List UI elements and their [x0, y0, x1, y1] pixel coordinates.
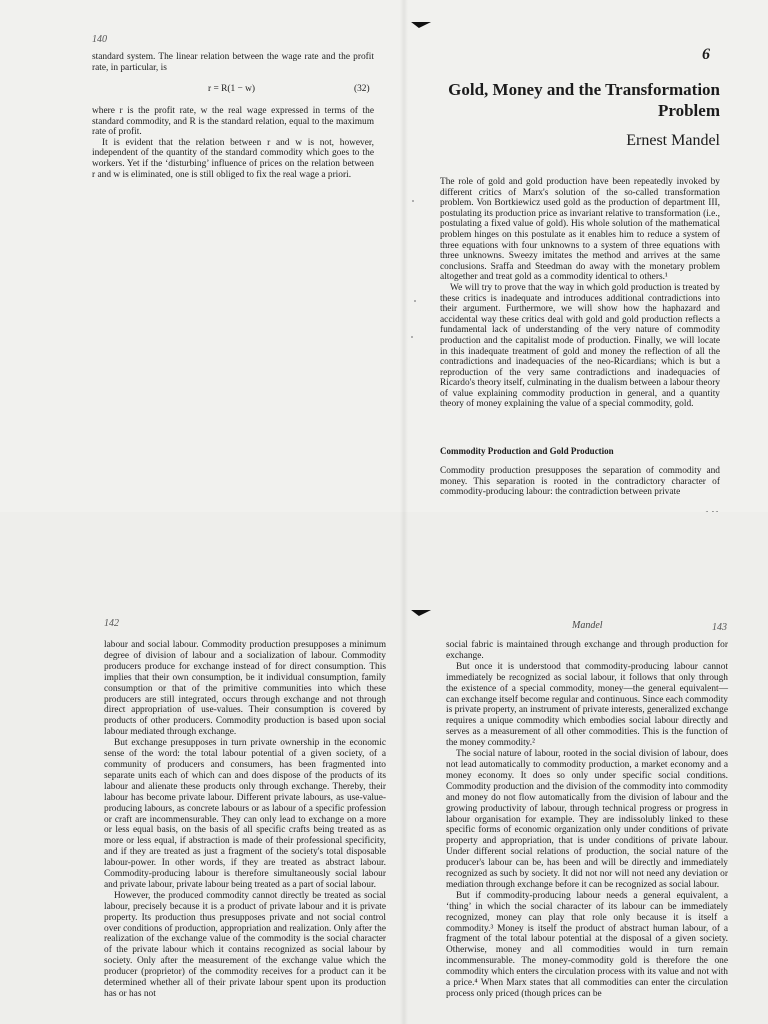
- body-text: [104, 640, 386, 1000]
- paragraph: The role of gold and gold production have been repeatedly invoked by different critics of Marx's solution of the so-called transformation problem. Von Bortkiewicz used gold as the production of department III, postulating its production price as invariant relative to transformation (i.e., postulating a fixed value of gold). His whole solution of the mathematical problem hinges on this postulate as it enables him to reduce a system of three equations with four unknowns to a system of three equations with three unknowns. Sweezy imitates the method and arrives at the same conclusions. Sraffa and Steedman do away with the monetary problem altogether and treat gold as a commodity identical to others.¹: [440, 177, 720, 283]
- paragraph: Commodity production presupposes the separation of commodity and money. This separation is rooted in the contradictory character of commodity-producing labour: the contradiction between private: [440, 466, 720, 498]
- scan-speck: [411, 336, 413, 338]
- running-head: Mandel: [572, 620, 603, 631]
- chapter-number: 6: [702, 46, 710, 63]
- paragraph: But if commodity-producing labour needs a general equivalent, a ‘thing’ in which the social character of its labour can be immediately recognized, money can play that role only because it is itself a commodity.³ Money is itself the product of abstract human labour, of a fragment of the total labour potential at the disposal of a given society. Otherwise, money and all commodities would in turn remain incommensurable. The money-commodity gold is therefore the one commodity which enters the circulation process with its value and not with a price.⁴ When Marx states that all commodities can enter the circulation process only priced (though prices can be: [446, 890, 728, 999]
- scan-mark: [409, 610, 431, 616]
- paragraph: social fabric is maintained through exchange and through production for exchange.: [446, 640, 728, 661]
- paragraph: But once it is understood that commodity-producing labour cannot immediately be recognized as social labour, it follows that only through the existence of a special commodity, money—the general equivalent—can exchange itself become regular and continuous. Since each commodity is private property, an instrument of private interests, generalized exchange requires a unique commodity which embodies social labour directly and serves as a measurement of all other commodities. This is the function of the money commodity.²: [446, 661, 728, 749]
- bottom-spread: [0, 512, 768, 1024]
- chapter-title-line: Problem: [657, 101, 720, 120]
- body-text: [92, 52, 374, 73]
- page-number: 143: [712, 622, 727, 633]
- page-143: [404, 512, 768, 1024]
- paragraph: standard system. The linear relation between the wage rate and the profit rate, in particular, is: [92, 52, 374, 73]
- paragraph: We will try to prove that the way in which gold production is treated by these critics is inadequate and introduces additional contradictions into their argument. Furthermore, we will show how the haphazard and accidental way these critics deal with gold and gold production reflects a fundamental lack of understanding of the very nature of commodity production and the capitalist mode of production. Finally, we will locate in this inadequate treatment of gold and money the reflection of all the contradictions and inadequacies of the neo-Ricardians; which is but a reproduction of the very same contradictions and inadequacies of Ricardo's theory itself, culminating in the dualism between a labour theory of value explaining commodity production in general, and a quantity theory of money explaining the value of a special commodity, gold.: [440, 282, 721, 410]
- paragraph: It is evident that the relation between r and w is not, however, independent of the quantity of the standard commodity which goes to the workers. Yet if the ‘disturbing’ influence of prices on the relation between r and w is eliminated, one is still obliged to fix the real wage a priori.: [92, 137, 374, 180]
- page-140: [0, 0, 404, 512]
- paragraph: The social nature of labour, rooted in the social division of labour, does not lead automatically to commodity production, a market economy and a money economy. It does so only under specific social conditions. Commodity production and the division of the commodity into commodity and money do not flow automatically from the division of labour and the growing productivity of labour, through technical progress or progress in labour organisation for example. They are indissolubly linked to these specific forms of economic organization only under conditions of private property and appropriation, that is under conditions of private labour. Under different social relations of production, the social nature of the producer's labour can be, has been and will be directly and immediately recognized as such by society. It did not nor will not need any deviation or mediation through exchange before it can be recognized as social labour.: [446, 749, 728, 890]
- page-number: 140: [92, 34, 107, 45]
- body-text: [446, 640, 728, 1000]
- scan-mark: [409, 22, 431, 28]
- equation: r = R(1 − w): [208, 84, 256, 94]
- author: Ernest Mandel: [626, 132, 720, 149]
- equation-number: (32): [354, 84, 370, 94]
- body-text: [92, 106, 374, 180]
- paragraph: labour and social labour. Commodity production presupposes a minimum degree of division of labour and a socialization of labour. Commodity producers produce for exchange instead of for direct consumption. This implies that their own consumption, be it individual consumption, family consumption or that of the primitive communities into which these producers are still integrated, occurs through exchange and not through direct appropriation of use-values. Their consumption is covered by products of other producers. Commodity production is based upon social labour mediated through exchange.: [104, 640, 386, 738]
- chapter-title: [434, 79, 720, 121]
- scan-speck: [412, 200, 414, 202]
- scan-speck: [414, 300, 416, 302]
- paragraph: where r is the profit rate, w the real wage expressed in terms of the standard commodity, and R is the standard relation, equal to the maximum rate of profit.: [92, 106, 374, 138]
- page-141: [404, 0, 768, 512]
- section-heading: Commodity Production and Gold Production: [440, 446, 614, 456]
- paragraph: However, the produced commodity cannot directly be treated as social labour, precisely because it is a product of private labour and it is private property. Its production thus presupposes private and not social control over conditions of production, appropriation and realization. Only after the realization of the exchange value of the commodity is the social character of the private labour which it contains recognized as social labour by society. Only after the measurement of the exchange value which the producer (proprietor) of the commodity receives for a product can it be determined whether all of their private labour spent upon its production has or has not: [104, 890, 386, 999]
- body-text: [440, 466, 720, 498]
- paragraph: But exchange presupposes in turn private ownership in the economic sense of the word: the total labour potential of a given society, of a community of producers and consumers, has been fragmented into separate units each of which can and does dispose of the products of its labour and alienate these products only through exchange. Thereby, their labour has become private labour. Different private labours, as use-value-producing labours, as concrete labours or as labour of a specific profession or craft are incommensurable. They can only lead to exchange on a more or less equal basis, on the basis of all specific crafts being treated as as more or less equal, if abstraction is made of their professional specificity, and if they are treated as just a fragment of the society's total disposable labour-power. In other words, if they are treated as abstract labour. Commodity-producing labour is therefore simultaneously social labour and private labour, private labour being treated as a part of social labour.: [104, 738, 386, 890]
- page-number: 142: [104, 618, 119, 629]
- chapter-title-line: Gold, Money and the Transformation: [448, 80, 720, 99]
- page-142: [0, 512, 404, 1024]
- body-text: [440, 177, 720, 410]
